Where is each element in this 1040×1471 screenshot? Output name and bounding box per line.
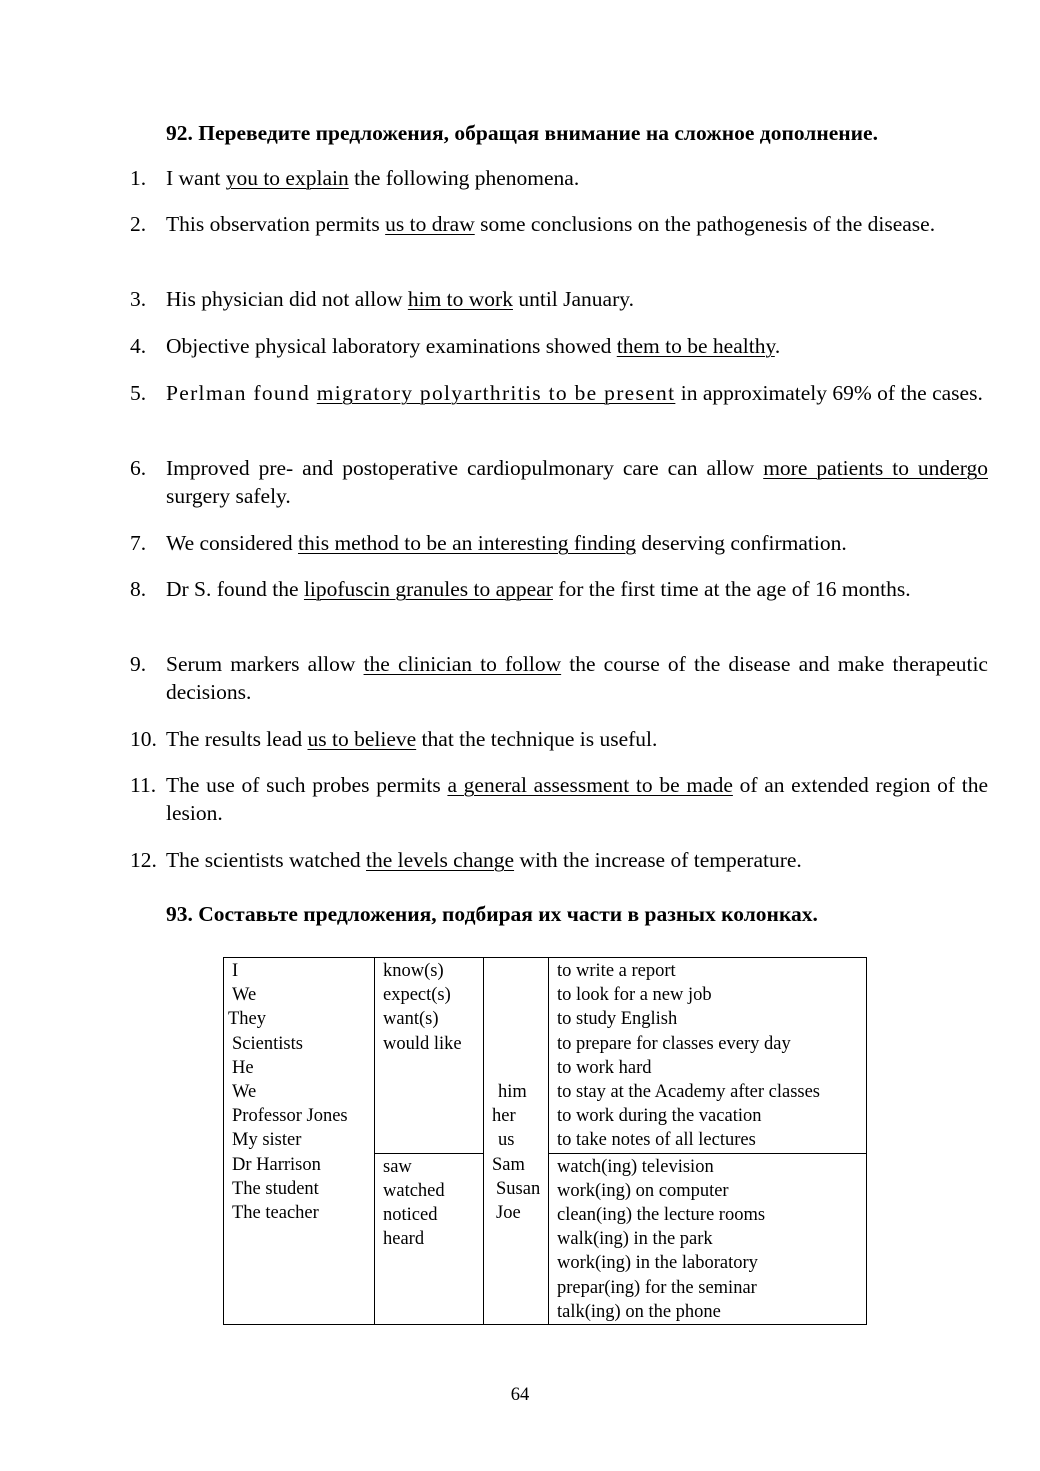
verb-item: saw xyxy=(383,1156,412,1177)
sentence-text-after: with the increase of temperature. xyxy=(514,848,802,872)
verb-item: watched xyxy=(383,1180,445,1201)
sentence-number: 1. xyxy=(130,166,147,190)
subject-item: The teacher xyxy=(232,1203,319,1224)
subject-item: I xyxy=(232,961,239,981)
complex-object-phrase: this method to be an interesting finding xyxy=(298,531,636,555)
sentence-text-before: The use of such probes permits xyxy=(166,773,448,797)
object-item: us xyxy=(498,1130,515,1151)
sentence-text-before: Improved pre- and postoperative cardiopulmonary care can allow xyxy=(166,456,764,480)
complement-item: work(ing) in the laboratory xyxy=(557,1253,758,1274)
complement-item: to look for a new job xyxy=(557,985,712,1006)
sentence-number: 8. xyxy=(130,577,147,601)
sentence-text xyxy=(166,164,988,192)
sentence-number: 10. xyxy=(130,727,157,751)
complements-ing-column xyxy=(549,1153,867,1324)
complex-object-phrase: you to explain xyxy=(225,166,349,190)
sentence-text-before: Objective physical laboratory examinations showed xyxy=(166,334,617,358)
complement-item: to work during the vacation xyxy=(557,1106,762,1127)
complement-item: talk(ing) on the phone xyxy=(557,1301,721,1322)
complement-item: to stay at the Academy after classes xyxy=(557,1082,821,1103)
complement-item: to work hard xyxy=(557,1057,652,1078)
sentence-number: 9. xyxy=(130,652,147,676)
sentence-text-after: the following phenomena. xyxy=(348,166,580,190)
sentence-item xyxy=(130,164,988,192)
complements-to-column xyxy=(549,958,867,1154)
sentence-item xyxy=(130,285,988,313)
subject-item: Professor Jones xyxy=(232,1106,348,1127)
spacer xyxy=(488,1007,544,1031)
verbs-ing-column xyxy=(375,1153,484,1324)
complex-object-phrase: him to work xyxy=(407,287,513,311)
spacer xyxy=(488,1032,544,1056)
complement-item: watch(ing) television xyxy=(557,1156,714,1177)
sentence-text xyxy=(166,650,988,706)
complex-object-phrase: us to believe xyxy=(307,727,417,751)
object-item: Susan xyxy=(496,1178,541,1199)
verb-item: expect(s) xyxy=(383,985,451,1006)
verb-item: want(s) xyxy=(383,1009,439,1030)
complex-object-phrase: the levels change xyxy=(366,848,515,872)
complex-object-phrase: the clinician to follow xyxy=(363,652,562,676)
sentence-item xyxy=(130,846,988,874)
exercise-92-title: 92. Переведите предложения, обращая внимание на сложное дополнение. xyxy=(166,121,878,145)
verb-item: heard xyxy=(383,1229,425,1250)
verb-item: know(s) xyxy=(383,961,444,981)
exercise-93-title: 93. Составьте предложения, подбирая их части в разных колонках. xyxy=(166,902,818,926)
sentence-text xyxy=(166,210,988,238)
complex-object-phrase: migratory polyarthritis to be present xyxy=(316,381,676,405)
sentence-text-before: The results lead xyxy=(166,727,308,751)
sentence-item xyxy=(130,379,988,407)
complex-object-phrase: them to be healthy xyxy=(616,334,775,358)
sentence-text xyxy=(166,332,988,360)
sentence-text-before: I want xyxy=(166,166,226,190)
sentence-text xyxy=(166,771,988,827)
page-number: 64 xyxy=(510,1385,530,1405)
sentence-number: 7. xyxy=(130,531,147,555)
spacer xyxy=(488,1056,544,1080)
sentence-item xyxy=(130,210,988,238)
sentence-text-before: This observation permits xyxy=(166,212,386,236)
sentence-text-before: We considered xyxy=(166,531,298,555)
spacer xyxy=(488,959,544,983)
complex-object-phrase: a general assessment to be made xyxy=(447,773,733,797)
complement-item: work(ing) on computer xyxy=(557,1180,729,1201)
complex-object-phrase: more patients to undergo xyxy=(763,456,988,480)
sentence-text xyxy=(166,379,988,407)
sentence-text xyxy=(166,846,988,874)
sentence-text-after: surgery safely. xyxy=(166,484,291,508)
object-item: her xyxy=(492,1106,516,1127)
object-item: Sam xyxy=(492,1154,525,1175)
complement-item: to write a report xyxy=(557,961,676,981)
complement-item: clean(ing) the lecture rooms xyxy=(557,1205,766,1226)
subject-item: Dr Harrison xyxy=(232,1154,321,1175)
subject-item: We xyxy=(232,985,257,1006)
sentence-item xyxy=(130,332,988,360)
sentence-text xyxy=(166,285,988,313)
sentence-text-after: of an extended region of the lesion. xyxy=(166,773,988,825)
sentence-item xyxy=(130,771,988,827)
object-item: him xyxy=(498,1082,527,1103)
sentence-number: 12. xyxy=(130,848,157,872)
sentence-number: 6. xyxy=(130,456,147,480)
sentence-text xyxy=(166,575,988,603)
verb-item: would like xyxy=(383,1033,462,1054)
spacer xyxy=(488,983,544,1007)
sentence-number: 5. xyxy=(130,381,147,405)
sentence-item xyxy=(130,650,988,706)
sentence-text-before: The scientists watched xyxy=(166,848,367,872)
subject-item: He xyxy=(232,1057,254,1078)
sentence-text-before: His physician did not allow xyxy=(166,287,408,311)
sentence-number: 3. xyxy=(130,287,147,311)
sentence-text-after: deserving confirmation. xyxy=(635,531,847,555)
sentence-text-after: for the first time at the age of 16 months. xyxy=(552,577,911,601)
sentence-text-after: the course of the disease and make therapeutic decisions. xyxy=(166,652,988,704)
subject-item: My sister xyxy=(232,1130,302,1151)
sentence-text-before: Dr S. found the xyxy=(166,577,304,601)
object-item: Joe xyxy=(496,1203,521,1224)
sentence-text-after: some conclusions on the pathogenesis of the disease. xyxy=(474,212,936,236)
sentence-number: 4. xyxy=(130,334,147,358)
verb-item: noticed xyxy=(383,1205,438,1226)
sentence-number: 11. xyxy=(130,773,157,797)
sentence-text xyxy=(166,725,988,753)
sentence-item xyxy=(130,454,988,510)
sentence-text xyxy=(166,529,988,557)
subject-item: We xyxy=(232,1082,257,1103)
exercise-93-table xyxy=(223,957,867,1325)
complex-object-phrase: us to draw xyxy=(385,212,475,236)
sentence-item xyxy=(130,529,988,557)
sentence-text-before: Perlman found xyxy=(166,381,317,405)
sentence-item xyxy=(130,575,988,603)
complement-item: prepar(ing) for the seminar xyxy=(557,1277,757,1298)
objects-column xyxy=(484,958,549,1325)
sentence-text-after: that the technique is useful. xyxy=(416,727,658,751)
sentence-text-after: until January. xyxy=(512,287,634,311)
verbs-to-column xyxy=(375,958,484,1154)
complex-object-phrase: lipofuscin granules to appear xyxy=(303,577,553,601)
subject-item: The student xyxy=(232,1178,319,1199)
subject-item: They xyxy=(228,1009,267,1030)
sentence-item xyxy=(130,725,988,753)
subjects-column xyxy=(224,958,375,1325)
complement-item: walk(ing) in the park xyxy=(557,1229,713,1250)
sentence-number: 2. xyxy=(130,212,147,236)
complement-item: to prepare for classes every day xyxy=(557,1033,791,1054)
sentence-text-after: in approximately 69% of the cases. xyxy=(675,381,983,405)
sentence-text xyxy=(166,454,988,510)
complement-item: to study English xyxy=(557,1009,678,1030)
subject-item: Scientists xyxy=(232,1033,303,1054)
complement-item: to take notes of all lectures xyxy=(557,1130,756,1151)
sentence-text-before: Serum markers allow xyxy=(166,652,364,676)
sentence-text-after: . xyxy=(774,334,781,358)
